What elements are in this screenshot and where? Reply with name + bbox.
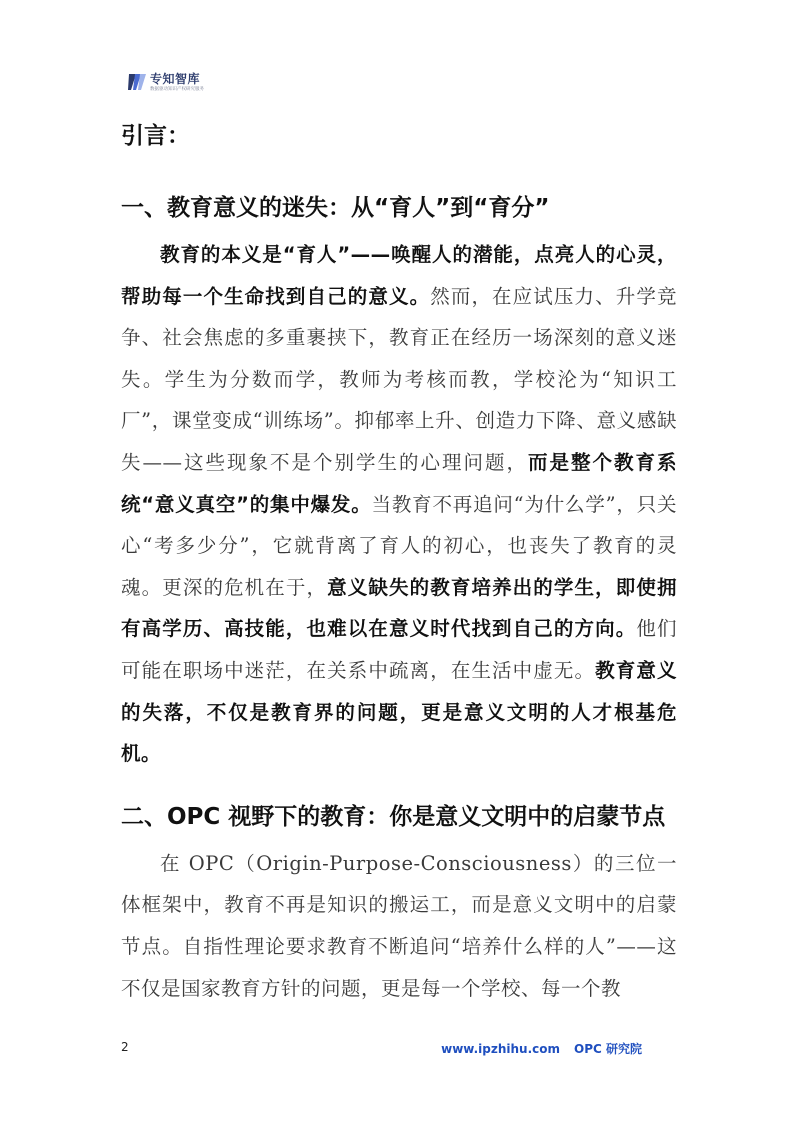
footer-website-link[interactable]: www.ipzhihu.com — [441, 1042, 561, 1056]
logo-name: 专知智库 — [150, 72, 201, 86]
body-text: 当教育不再追问“为什么学”，只关心“考多少分”，它就背离了育人的初心，也丧失了教育的灵魂。更深的危机在于， — [121, 492, 677, 599]
section-1-paragraph — [121, 234, 677, 775]
logo-mark-icon — [128, 72, 146, 92]
body-text: 他们可能在职场中迷茫，在关系中疏离，在生活中虚无。 — [121, 617, 677, 682]
heading-intro: 引言： — [121, 123, 190, 149]
emphasis-text: 意义缺失的教育培养出的学生，即使拥有高学历、高技能，也难以在意义时代找到自己的方向。 — [121, 575, 677, 641]
body-text: 然而，在应试压力、升学竞争、社会焦虑的多重裹挟下，教育正在经历一场深刻的意义迷失。学生为分数而学，教师为考核而教，学校沦为“知识工厂”，课堂变成“训练场”。抑郁率上升、创造力下降、意义感缺失——这些现象不是个别学生的心理问题， — [121, 284, 677, 474]
section-1-title: 一、教育意义的迷失：从“育人”到“育分” — [121, 195, 550, 221]
logo — [128, 70, 268, 98]
page-number: 2 — [121, 1040, 129, 1054]
section-2-paragraph — [121, 843, 677, 1009]
section-2-title: 二、OPC 视野下的教育：你是意义文明中的启蒙节点 — [121, 803, 666, 830]
main-content — [121, 110, 677, 1009]
body-text: 在 OPC（Origin-Purpose-Consciousness）的三位一体框架中，教育不再是知识的搬运工，而是意义文明中的启蒙节点。自指性理论要求教育不断追问“培养什么样的人”——这不仅是国家教育方针的问题，更是每一个学校、每一个教 — [121, 851, 677, 1000]
emphasis-text: 教育意义的失落，不仅是教育界的问题，更是意义文明的人才根基危机。 — [121, 658, 677, 766]
emphasis-text: 教育的本义是“育人”——唤醒人的潜能，点亮人的心灵，帮助每一个生命找到自己的意义。 — [121, 243, 677, 308]
emphasis-text: 而是整个教育系统“意义真空”的集中爆发。 — [121, 450, 677, 516]
logo-tagline: 数据驱动知识产权研究服务 — [150, 87, 204, 92]
footer-credits — [427, 1040, 642, 1057]
footer-org: OPC 研究院 — [574, 1042, 642, 1056]
